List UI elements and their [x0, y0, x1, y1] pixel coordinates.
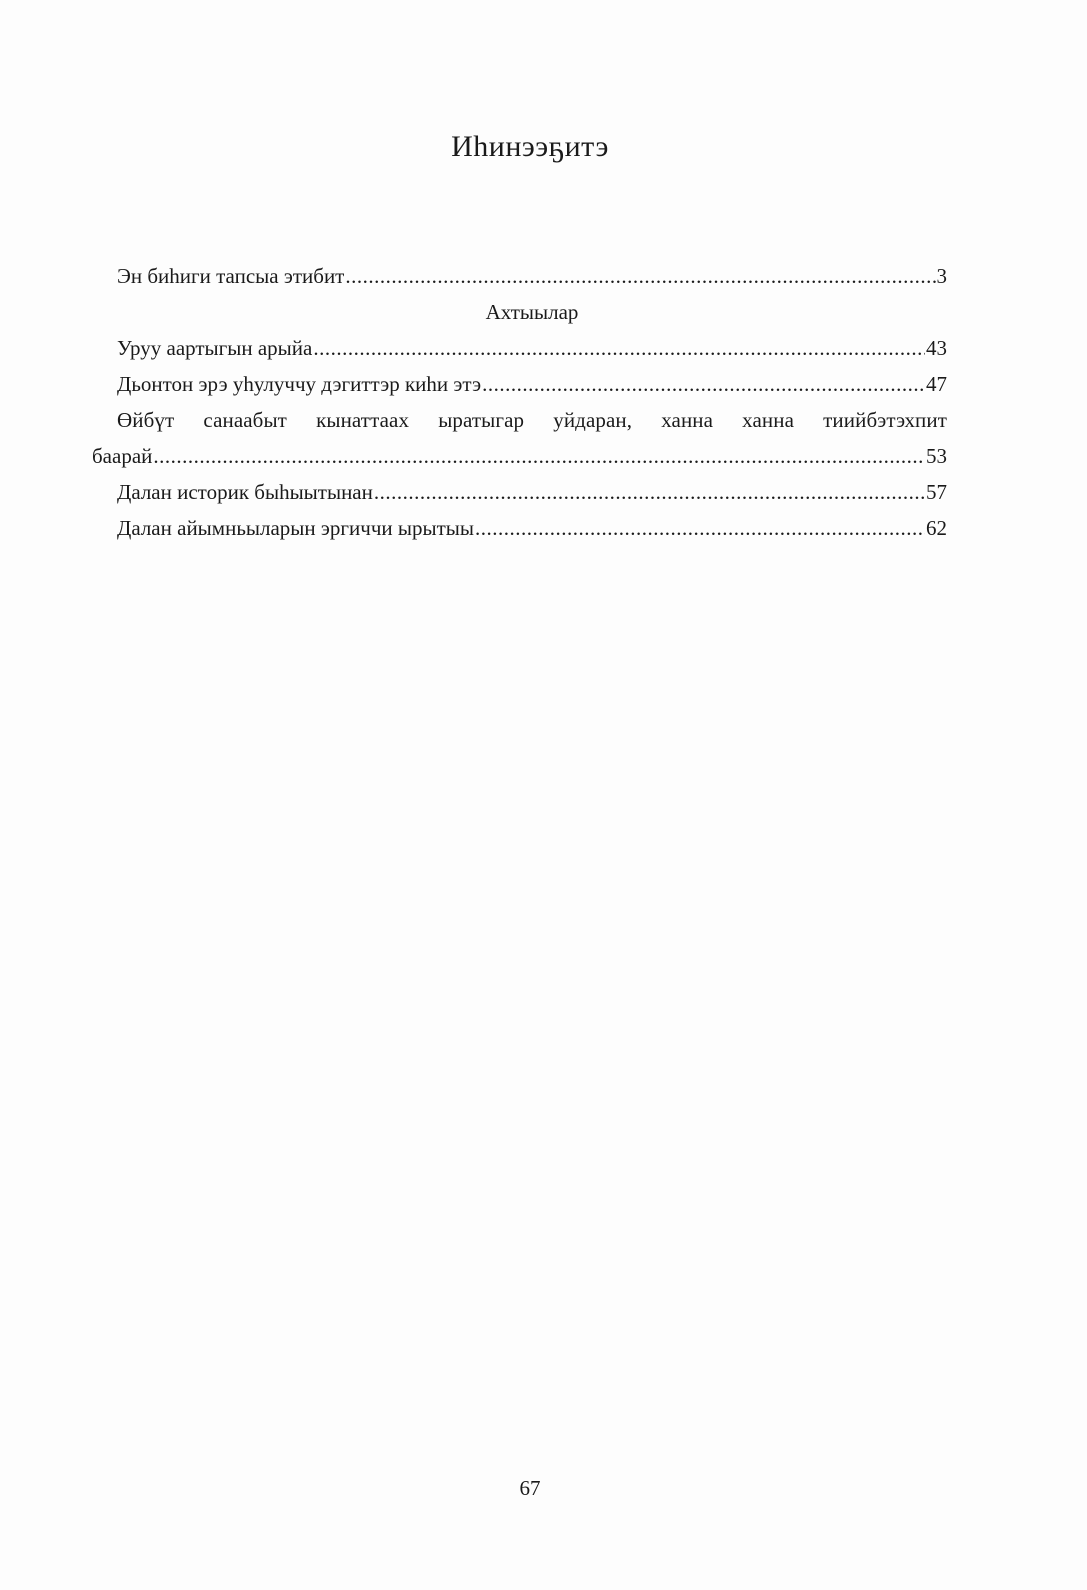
toc-leader-dots — [374, 474, 925, 510]
toc-entry[interactable] — [92, 330, 947, 366]
toc-entry-page: 3 — [936, 264, 947, 288]
page-title: Иһинээҕитэ — [451, 130, 609, 163]
toc-entry[interactable] — [92, 510, 947, 546]
toc-entry-page: 43 — [926, 336, 947, 360]
toc-leader-dots — [482, 366, 925, 402]
toc-entry-label: Дьонтон эрэ уһулуччу дэгиттэр киһи этэ — [117, 372, 482, 396]
toc-entry-label: Далан айымньыларын эргиччи ырытыы — [117, 516, 474, 540]
toc-entry-label: Эн биһиги тапсыа этибит — [117, 264, 345, 288]
toc-section-heading: Ахтыылар — [485, 300, 579, 324]
toc-leader-dots — [313, 330, 925, 366]
toc-leader-dots — [475, 510, 925, 546]
page-number: 67 — [519, 1476, 541, 1500]
toc-entry[interactable] — [92, 402, 947, 474]
toc-entry-label-line2: баарай — [92, 444, 153, 468]
toc-leader-dots — [153, 438, 925, 474]
toc-entry-continuation — [92, 438, 947, 474]
toc-entry-page: 53 — [926, 444, 947, 468]
toc-leader-dots — [345, 258, 935, 294]
toc-entry[interactable] — [92, 474, 947, 510]
toc-entry-label: Далан историк быһыытынан — [117, 480, 373, 504]
toc-entry[interactable] — [92, 258, 947, 294]
toc-entry-page: 62 — [926, 516, 947, 540]
toc-entry-page: 47 — [926, 372, 947, 396]
toc-entry[interactable] — [92, 366, 947, 402]
table-of-contents — [92, 258, 947, 546]
toc-entry-label: Уруу аартыгын арыйа — [117, 336, 313, 360]
toc-entry-page: 57 — [926, 480, 947, 504]
toc-entry-label-line1: Өйбүт санаабыт кынаттаах ыратыгар уйдаран, ханна ханна тиийбэтэхпит — [117, 408, 947, 432]
